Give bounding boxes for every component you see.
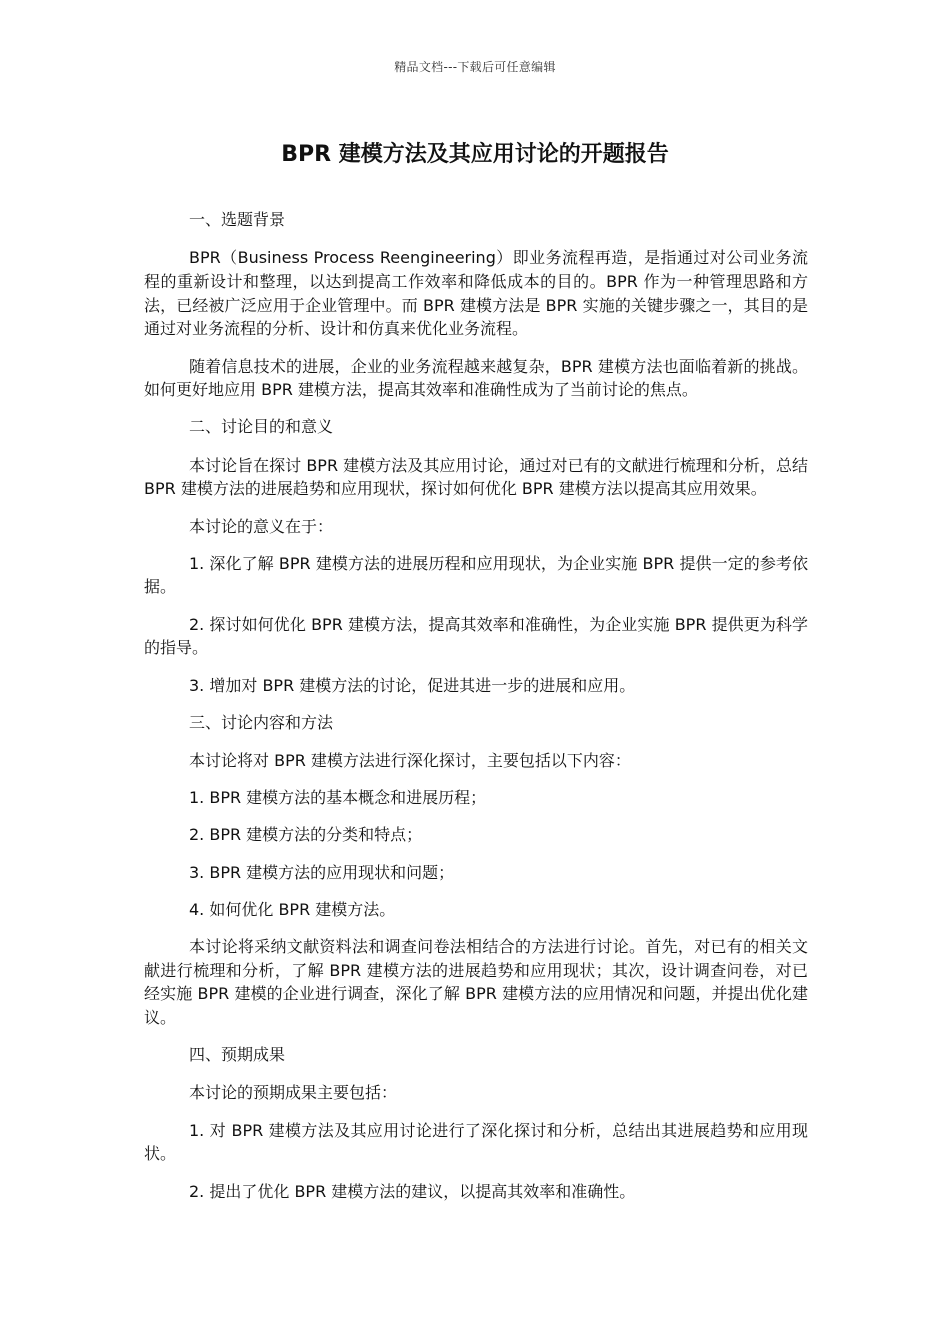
- section-heading-purpose: 二、讨论目的和意义: [189, 417, 334, 437]
- list-item-result-2: 2. 提出了优化 BPR 建模方法的建议，以提高其效率和准确性。: [189, 1181, 636, 1201]
- list-item-significance-3: 3. 增加对 BPR 建模方法的讨论，促进其进一步的进展和应用。: [189, 675, 636, 695]
- paragraph-significance-intro: 本讨论的意义在于：: [189, 516, 334, 536]
- list-item-content-1: 1. BPR 建模方法的基本概念和进展历程；: [189, 788, 487, 808]
- section-heading-expected-results: 四、预期成果: [189, 1045, 286, 1065]
- list-item-significance-2: 2. 探讨如何优化 BPR 建模方法，提高其效率和准确性，为企业实施 BPR 提供更为科学的指导。: [144, 614, 808, 658]
- list-item-result-1: 1. 对 BPR 建模方法及其应用讨论进行了深化探讨和分析，总结出其进展趋势和应用现状。: [144, 1120, 808, 1164]
- list-item-content-4: 4. 如何优化 BPR 建模方法。: [189, 899, 396, 919]
- section-heading-content-method: 三、讨论内容和方法: [189, 712, 334, 732]
- document-title: BPR 建模方法及其应用讨论的开题报告: [281, 142, 669, 167]
- list-item-content-2: 2. BPR 建模方法的分类和特点；: [189, 825, 423, 845]
- section-heading-background: 一、选题背景: [189, 210, 286, 229]
- paragraph-purpose: 本讨论旨在探讨 BPR 建模方法及其应用讨论，通过对已有的文献进行梳理和分析，总结 BPR 建模方法的进展趋势和应用现状，探讨如何优化 BPR 建模方法以提高其应用效果。: [144, 455, 808, 499]
- paragraph-bpr-definition: BPR（Business Process Reengineering）即业务流程再造，是指通过对公司业务流程的重新设计和整理，以达到提高工作效率和降低成本的目的。BPR 作为一种管理思路和方法，已经被广泛应用于企业管理中。而 BPR 建模方法是 BPR 实施的关键步骤之一，其目的是通过对业务流程的分析、设计和仿真来优化业务流程。: [144, 248, 808, 339]
- list-item-significance-1: 1. 深化了解 BPR 建模方法的进展历程和应用现状，为企业实施 BPR 提供一定的参考依据。: [144, 553, 808, 597]
- document-body: [144, 208, 808, 1217]
- paragraph-results-intro: 本讨论的预期成果主要包括：: [189, 1083, 398, 1103]
- paragraph-content-intro: 本讨论将对 BPR 建模方法进行深化探讨，主要包括以下内容：: [189, 750, 631, 770]
- header-note: 精品文档---下载后可任意编辑: [394, 60, 556, 74]
- paragraph-method: 本讨论将采纳文献资料法和调查问卷法相结合的方法进行讨论。首先，对已有的相关文献进行梳理和分析，了解 BPR 建模方法的进展趋势和应用现状；其次，设计调查问卷，对已经实施 BPR 建模的企业进行调查，深化了解 BPR 建模方法的应用情况和问题，并提出优化建议。: [144, 936, 808, 1028]
- list-item-content-3: 3. BPR 建模方法的应用现状和问题；: [189, 862, 455, 882]
- paragraph-challenges: 随着信息技术的进展，企业的业务流程越来越复杂，BPR 建模方法也面临着新的挑战。如何更好地应用 BPR 建模方法，提高其效率和准确性成为了当前讨论的焦点。: [144, 356, 808, 400]
